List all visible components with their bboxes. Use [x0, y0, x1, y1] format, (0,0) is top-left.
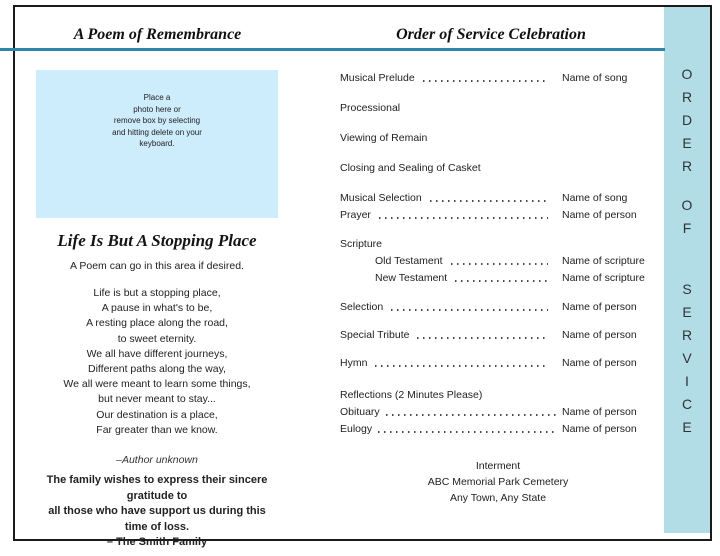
poem-body	[36, 286, 278, 438]
sidebar-letter: R	[681, 158, 693, 174]
service-item-value: Name of person	[562, 209, 637, 221]
service-item-value: Name of person	[562, 406, 637, 418]
service-item-row	[340, 423, 656, 436]
family-note-line: The family wishes to express their sincere gratitude to	[46, 474, 268, 502]
interment-line: Any Town, Any State	[449, 492, 547, 504]
service-item-label: Processional	[340, 102, 401, 114]
order-of-service-panel	[340, 62, 656, 506]
service-item-value: Name of person	[562, 357, 637, 369]
photo-placeholder-box[interactable]	[36, 70, 278, 218]
service-item-value: Name of person	[562, 301, 637, 313]
poem-title: Life Is But A Stopping Place	[57, 231, 257, 250]
sidebar-letter: S	[682, 281, 692, 297]
poem-note: A Poem can go in this area if desired.	[70, 260, 244, 272]
sidebar-letter: E	[682, 304, 692, 320]
sidebar-letter: E	[682, 419, 692, 435]
poem-line: to sweet eternity.	[117, 332, 197, 345]
service-item-label: New Testament	[375, 272, 448, 284]
poem-line: Far greater than we know.	[96, 423, 218, 436]
poem-line: Life is but a stopping place,	[93, 287, 221, 299]
service-item-row	[340, 329, 656, 342]
service-item-value: Name of scripture	[562, 255, 645, 267]
dotted-leader	[451, 263, 548, 265]
sidebar-letter: D	[681, 112, 693, 128]
sidebar-letter: O	[681, 66, 693, 82]
photo-placeholder-text: keyboard.	[139, 139, 175, 148]
header-divider-rule	[0, 48, 665, 51]
service-item-label: Reflections (2 Minutes Please)	[340, 389, 483, 401]
service-item-value: Name of scripture	[562, 272, 645, 284]
service-item-label: Old Testament	[375, 255, 443, 267]
service-item-label: Hymn	[340, 357, 368, 369]
dotted-leader	[430, 200, 548, 202]
service-item-row	[340, 102, 656, 115]
photo-placeholder-text: remove box by selecting	[113, 116, 201, 125]
service-item-label: Eulogy	[340, 423, 373, 435]
poem-line: We all have different journeys,	[86, 347, 228, 360]
service-item-label: Scripture	[340, 238, 383, 250]
sidebar-letter: E	[682, 135, 692, 151]
service-item-row	[340, 192, 656, 205]
sidebar-letter: V	[682, 350, 692, 366]
poem-line: A pause in what's to be,	[101, 302, 213, 315]
service-item-row	[340, 132, 656, 145]
service-item-row	[340, 238, 656, 251]
dotted-leader	[417, 337, 548, 339]
service-item-row	[340, 357, 656, 370]
service-item-row	[340, 272, 656, 285]
interment-line: Interment	[475, 460, 521, 472]
service-item-value: Name of person	[562, 329, 637, 341]
poem-line: Our destination is a place,	[96, 408, 218, 421]
dotted-leader	[391, 309, 548, 311]
poem-attribution: –Author unknown	[116, 454, 198, 467]
photo-placeholder-text: Place a	[143, 93, 171, 102]
service-item-label: Selection	[340, 301, 384, 313]
service-item-row	[340, 255, 656, 268]
service-item-label: Prayer	[340, 209, 371, 221]
interment-block	[340, 458, 656, 506]
sidebar-letter: C	[681, 396, 693, 412]
dotted-leader	[378, 431, 558, 433]
service-item-row	[340, 301, 656, 314]
sidebar-letter: I	[685, 373, 689, 389]
poem-line: but never meant to stay...	[98, 393, 216, 406]
photo-placeholder-text: and hitting delete on your	[112, 127, 202, 137]
service-item-label: Obituary	[340, 406, 380, 418]
service-item-label: Musical Selection	[340, 192, 422, 204]
dotted-leader	[423, 80, 548, 82]
interment-line: ABC Memorial Park Cemetery	[427, 476, 569, 488]
dotted-leader	[379, 217, 548, 219]
poem-line: We all were meant to learn some things,	[63, 378, 251, 391]
poem-line: Different paths along the way,	[88, 363, 226, 376]
dotted-leader	[386, 414, 558, 416]
service-item-label: Special Tribute	[340, 329, 410, 341]
family-note-line: all those who have support us during this time of loss.	[48, 505, 266, 533]
service-item-row	[340, 389, 656, 402]
order-of-service-sidebar	[664, 7, 710, 533]
service-item-value: Name of song	[562, 72, 628, 84]
service-item-label: Closing and Sealing of Casket	[340, 162, 481, 174]
service-item-row	[340, 209, 656, 222]
left-page-title: A Poem of Remembrance	[73, 26, 242, 43]
service-item-value: Name of person	[562, 423, 637, 435]
service-item-row	[340, 162, 656, 175]
sidebar-letter: O	[681, 197, 693, 213]
sidebar-letter: R	[681, 327, 693, 343]
dotted-leader	[375, 365, 548, 367]
right-page-title: Order of Service Celebration	[396, 26, 586, 43]
family-gratitude-note	[36, 473, 278, 551]
service-item-row	[340, 72, 656, 85]
service-item-label: Viewing of Remain	[340, 132, 428, 144]
dotted-leader	[455, 280, 548, 282]
sidebar-letter: F	[682, 220, 692, 236]
photo-placeholder-text: photo here or	[133, 104, 181, 114]
sidebar-letter: R	[681, 89, 693, 105]
service-item-value: Name of song	[562, 192, 628, 204]
family-note-line: – The Smith Family	[106, 536, 208, 549]
poem-panel	[36, 70, 278, 551]
service-item-label: Musical Prelude	[340, 72, 415, 84]
poem-line: A resting place along the road,	[86, 317, 228, 330]
service-item-row	[340, 406, 656, 419]
